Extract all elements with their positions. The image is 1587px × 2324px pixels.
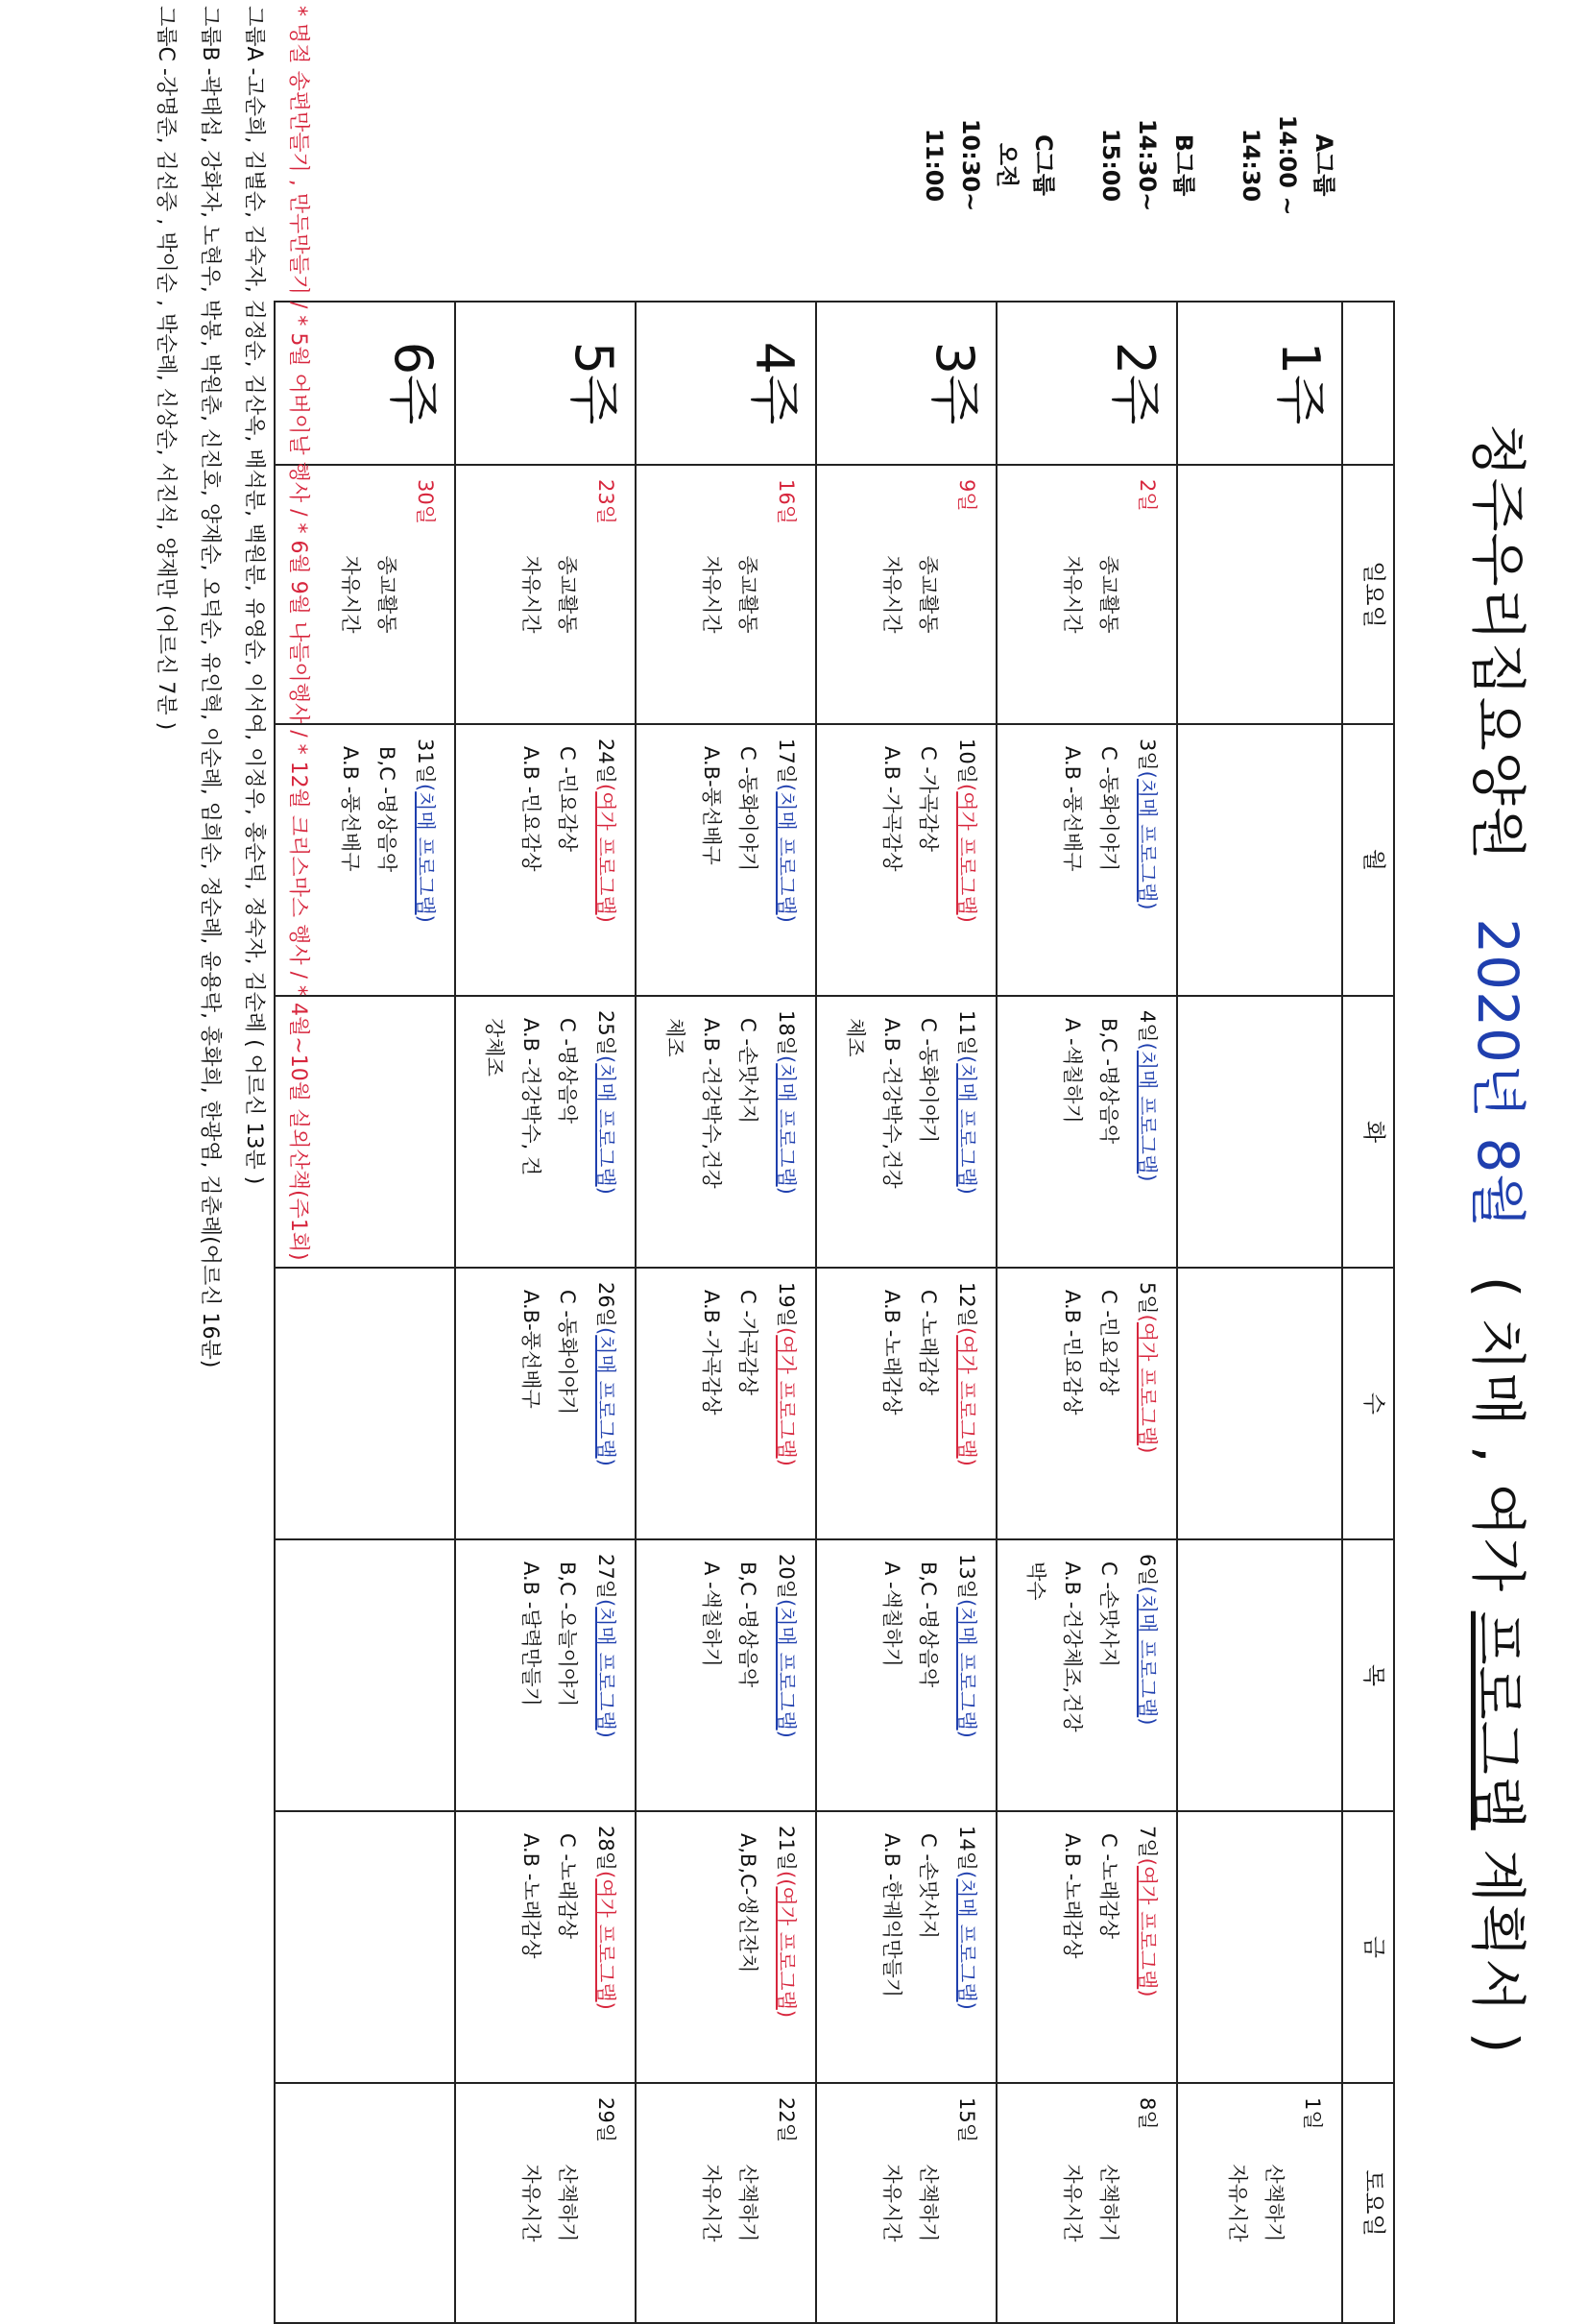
group-c-label: C그룹 xyxy=(1030,134,1057,196)
cell-activity: 종교활동 xyxy=(375,555,398,634)
cell-paren-close: ) xyxy=(594,914,617,923)
cell-activity: A.B -건강박수,건강 xyxy=(880,1018,903,1189)
cell-paren-open: ( xyxy=(594,1871,617,1879)
cell-program-type: 치매 프로그램 xyxy=(775,1607,798,1731)
cell-program-type: 치매 프로그램 xyxy=(414,791,437,915)
cell-paren-close: ) xyxy=(1136,1989,1159,1997)
cell-sat xyxy=(1177,2083,1342,2323)
cell-thu xyxy=(816,1539,997,1811)
cell-paren-close: ) xyxy=(594,1458,617,1466)
week-label: 5주 xyxy=(455,302,636,465)
cell-activity: A.B -민요감상 xyxy=(1061,1290,1084,1416)
cell-paren-open: ( xyxy=(955,1327,978,1336)
cell-activity: A.B -노래감상 xyxy=(880,1290,903,1416)
cell-date-line xyxy=(589,466,635,723)
cell-date-line xyxy=(950,1812,996,2082)
cell-date: 15일 xyxy=(955,2097,978,2143)
cell-activity: C -동화이야기 xyxy=(917,1018,940,1144)
cell-activity: 강체조 xyxy=(483,1018,506,1077)
cell-activity: 자유시간 xyxy=(700,555,723,634)
header-corner xyxy=(1342,302,1394,465)
cell-program-type: 치매 프로그램 xyxy=(955,1063,978,1187)
cell-date-line xyxy=(1130,1540,1176,1810)
cell-activity: 산책하기 xyxy=(736,2164,759,2242)
cell-wed xyxy=(636,1268,816,1539)
cell-date-line xyxy=(950,997,996,1267)
cell-paren-close: ) xyxy=(594,1730,617,1738)
notes-block xyxy=(143,6,320,2243)
cell-sat xyxy=(455,2083,636,2323)
group-a-time2: 14:30 xyxy=(1238,128,1264,203)
cell-program-type: 여가 프로그램 xyxy=(1136,1321,1159,1446)
cell-program-type: 치매 프로그램 xyxy=(775,791,798,915)
cell-date-line xyxy=(950,1269,996,1538)
cell-activity: 자유시간 xyxy=(880,2164,903,2242)
cell-paren-open: ( xyxy=(1136,1314,1159,1322)
cell-fri xyxy=(636,1811,816,2083)
cell-date: 11일 xyxy=(955,1010,978,1056)
header-fri: 금 xyxy=(1342,1811,1394,2083)
cell-date-line xyxy=(1130,1812,1176,2082)
cell-activity: 종교활동 xyxy=(556,555,579,634)
cell-date-line xyxy=(950,2084,996,2322)
cell-paren-open: ( xyxy=(955,784,978,792)
cell-sat xyxy=(997,2083,1177,2323)
cell-activity: A.B -노래감상 xyxy=(519,1833,542,1959)
cell-date: 4일 xyxy=(1136,1010,1159,1043)
cell-paren-close: ) xyxy=(594,1186,617,1195)
cell-activity: A.B -민요감상 xyxy=(519,746,542,872)
cell-date-line xyxy=(769,1540,815,1810)
cell-paren-open: ( xyxy=(775,1055,798,1064)
cell-sat xyxy=(816,2083,997,2323)
cell-date-line xyxy=(1130,725,1176,995)
cell-program-type: 여가 프로그램 xyxy=(594,791,617,915)
cell-program-type: 치매 프로그램 xyxy=(594,1607,617,1731)
cell-program-type: 치매 프로그램 xyxy=(775,1063,798,1187)
cell-paren-open: ( xyxy=(1136,1857,1159,1866)
cell-tue xyxy=(1177,996,1342,1268)
cell-paren-close: ) xyxy=(1136,1174,1159,1182)
cell-date-line xyxy=(589,725,635,995)
week-label: 3주 xyxy=(816,302,997,465)
cell-date-line xyxy=(1295,2084,1341,2322)
cell-paren-open: ( xyxy=(955,1871,978,1879)
cell-program-type: 치매 프로그램 xyxy=(1136,778,1159,903)
cell-date-line xyxy=(589,1540,635,1810)
cell-program-type: 여가 프로그램 xyxy=(775,1886,798,2010)
cell-paren-open: ( xyxy=(594,1327,617,1336)
cell-date: 22일 xyxy=(775,2097,798,2143)
cell-date: 17일 xyxy=(775,738,798,785)
title-name: 청주우리집요양원 xyxy=(1465,423,1530,861)
cell-date: 9일 xyxy=(955,479,978,512)
cell-activity: A.B -한궤익만들기 xyxy=(880,1833,903,1998)
header-wed: 수 xyxy=(1342,1268,1394,1539)
week-label: 4주 xyxy=(636,302,816,465)
cell-tue xyxy=(636,996,816,1268)
cell-mon xyxy=(636,724,816,996)
cell-paren-open: ( xyxy=(1136,770,1159,779)
cell-tue xyxy=(455,996,636,1268)
cell-paren-close: ) xyxy=(1136,1717,1159,1726)
cell-program-type: 여가 프로그램 xyxy=(955,791,978,915)
cell-activity: 자유시간 xyxy=(1061,555,1084,634)
group-b-label: B그룹 xyxy=(1170,133,1197,197)
cell-paren-open: ( xyxy=(1136,1042,1159,1051)
cell-date: 10일 xyxy=(955,738,978,785)
cell-date: 3일 xyxy=(1136,738,1159,771)
cell-activity: C -명상음악 xyxy=(556,1018,579,1125)
title-program-word: 프로그램 xyxy=(1465,1610,1530,1830)
cell-sun xyxy=(455,465,636,724)
cell-activity: A.B-풍선배구 xyxy=(700,746,723,865)
cell-activity: C -노래감상 xyxy=(556,1833,579,1940)
schedule-table xyxy=(274,301,1395,2324)
cell-activity: C -손맛사지 xyxy=(736,1018,759,1125)
cell-date-line xyxy=(589,1812,635,2082)
cell-date: 18일 xyxy=(775,1010,798,1056)
cell-program-type: 여가 프로그램 xyxy=(775,1335,798,1459)
group-a-label: A그룹 xyxy=(1310,133,1337,197)
cell-date-line xyxy=(589,1269,635,1538)
cell-paren-open: ( xyxy=(594,784,617,792)
page-title xyxy=(1445,288,1551,2190)
cell-paren-close: ) xyxy=(955,914,978,923)
header-thu: 목 xyxy=(1342,1539,1394,1811)
group-time-info xyxy=(916,60,1342,271)
cell-activity: 종교활동 xyxy=(1097,555,1120,634)
cell-activity: A.B -건강박수, 건 xyxy=(519,1018,542,1176)
cell-activity: B,C -명상음악 xyxy=(1097,1018,1120,1145)
cell-activity: A.B -풍선배구 xyxy=(339,746,362,872)
cell-paren-open: ( xyxy=(955,1599,978,1608)
cell-thu xyxy=(455,1539,636,1811)
header-tue: 화 xyxy=(1342,996,1394,1268)
cell-paren-close: ) xyxy=(775,1458,798,1466)
title-year-month: 2020년 8월 xyxy=(1465,918,1530,1229)
header-mon: 월 xyxy=(1342,724,1394,996)
cell-paren-close: ) xyxy=(1136,1445,1159,1454)
cell-date-line xyxy=(769,2084,815,2322)
cell-mon xyxy=(816,724,997,996)
cell-date: 6일 xyxy=(1136,1554,1159,1586)
cell-activity: A.B -가곡감상 xyxy=(880,746,903,872)
cell-date-line xyxy=(408,725,454,995)
cell-date-line xyxy=(950,725,996,995)
cell-activity: C -가곡감상 xyxy=(917,746,940,853)
cell-date-line xyxy=(769,1812,815,2082)
cell-activity: A.B -노래감상 xyxy=(1061,1833,1084,1959)
cell-wed xyxy=(816,1268,997,1539)
cell-date: 21일 xyxy=(775,1826,798,1872)
title-close: 계획서 ) xyxy=(1465,1849,1530,2055)
cell-activity: 산책하기 xyxy=(556,2164,579,2242)
week-row-3 xyxy=(816,302,997,2323)
group-c-time3: 11:00 xyxy=(921,128,948,203)
cell-fri xyxy=(997,1811,1177,2083)
cell-paren-open: ( xyxy=(775,1599,798,1608)
cell-sun xyxy=(816,465,997,724)
cell-paren-close: ) xyxy=(775,1186,798,1195)
cell-sun xyxy=(1177,465,1342,724)
notes-events: * 명절 송편만들기 , 만두만들기 / * 5월 어버이날 행사 / * 6월 9월 나들이행사 / * 12월 크리스마스 행사 / * 4월~10월 실외산책(주1회) xyxy=(286,6,310,1261)
cell-activity: C -동화이야기 xyxy=(736,746,759,872)
week-label: 1주 xyxy=(1177,302,1342,465)
cell-activity: A.B -달력만들기 xyxy=(519,1561,542,1707)
cell-program-type: 치매 프로그램 xyxy=(1136,1050,1159,1174)
cell-activity: A -색칠하기 xyxy=(1061,1018,1084,1124)
cell-activity: 자유시간 xyxy=(519,555,542,634)
cell-activity: 자유시간 xyxy=(1061,2164,1084,2242)
cell-date-line xyxy=(950,1540,996,1810)
cell-program-type: 치매 프로그램 xyxy=(955,1878,978,2002)
week-label: 2주 xyxy=(997,302,1177,465)
cell-date: 30일 xyxy=(414,479,437,525)
cell-date-line xyxy=(408,466,454,723)
cell-paren-open: ( xyxy=(775,1327,798,1336)
cell-paren-open: ( xyxy=(594,1599,617,1608)
cell-activity: 체조 xyxy=(663,1018,686,1057)
group-b-time2: 15:00 xyxy=(1097,128,1124,203)
week-row-1 xyxy=(1177,302,1342,2323)
week-row-5 xyxy=(455,302,636,2323)
cell-fri xyxy=(816,1811,997,2083)
cell-date: 7일 xyxy=(1136,1826,1159,1858)
cell-date-line xyxy=(589,997,635,1267)
cell-date-line xyxy=(769,466,815,723)
cell-date: 25일 xyxy=(594,1010,617,1056)
cell-program-type: 여가 프로그램 xyxy=(955,1335,978,1459)
cell-program-type: 치매 프로그램 xyxy=(955,1607,978,1731)
group-b-time1: 14:30~ xyxy=(1134,118,1161,212)
cell-date-line xyxy=(769,997,815,1267)
cell-paren-open: ( xyxy=(1136,1586,1159,1594)
cell-program-type: 치매 프로그램 xyxy=(1136,1593,1159,1718)
cell-paren-close: ) xyxy=(955,1458,978,1466)
cell-date-line xyxy=(769,1269,815,1538)
cell-wed xyxy=(997,1268,1177,1539)
title-open: ( 치매 , 여가 xyxy=(1465,1275,1530,1593)
cell-date: 16일 xyxy=(775,479,798,525)
cell-sat xyxy=(636,2083,816,2323)
cell-date-line xyxy=(950,466,996,723)
cell-sun xyxy=(997,465,1177,724)
cell-tue xyxy=(816,996,997,1268)
cell-activity: 산책하기 xyxy=(1262,2164,1286,2242)
cell-activity: B,C -명상음악 xyxy=(917,1561,940,1688)
cell-activity: C -손맛사지 xyxy=(1097,1561,1120,1668)
cell-activity: 산책하기 xyxy=(917,2164,940,2242)
cell-activity: A.B-풍선배구 xyxy=(519,1290,542,1409)
cell-thu xyxy=(997,1539,1177,1811)
cell-date-line xyxy=(589,2084,635,2322)
cell-mon xyxy=(455,724,636,996)
cell-program-type: 여가 프로그램 xyxy=(594,1878,617,2002)
cell-paren-close: ) xyxy=(955,2001,978,2010)
cell-mon xyxy=(1177,724,1342,996)
cell-date: 28일 xyxy=(594,1826,617,1872)
cell-date: 2일 xyxy=(1136,479,1159,512)
cell-sun xyxy=(636,465,816,724)
cell-activity: C -민요감상 xyxy=(556,746,579,853)
cell-activity: C -동화이야기 xyxy=(556,1290,579,1416)
cell-activity: A.B -풍선배구 xyxy=(1061,746,1084,872)
cell-paren-open: ( xyxy=(775,784,798,792)
cell-paren-close: ) xyxy=(775,2009,798,2019)
cell-activity: B,C -오늘이야기 xyxy=(556,1561,579,1707)
group-a-time1: 14:00 ~ xyxy=(1274,114,1301,216)
cell-activity: B,C -명상음악 xyxy=(736,1561,759,1688)
cell-fri xyxy=(1177,1811,1342,2083)
cell-activity: B,C -명상음악 xyxy=(375,746,398,873)
cell-wed xyxy=(1177,1268,1342,1539)
week-row-4 xyxy=(636,302,816,2323)
cell-date: 14일 xyxy=(955,1826,978,1872)
cell-activity: A,B,C-생신잔치 xyxy=(736,1833,759,1973)
week-label: 6주 xyxy=(275,302,455,465)
cell-date-line xyxy=(1130,997,1176,1267)
cell-wed xyxy=(455,1268,636,1539)
cell-activity: A.B -가곡감상 xyxy=(700,1290,723,1416)
cell-thu xyxy=(1177,1539,1342,1811)
cell-date: 19일 xyxy=(775,1282,798,1328)
cell-paren-close: ) xyxy=(594,2001,617,2010)
cell-date: 31일 xyxy=(414,738,437,785)
cell-activity: A.B -건강박수,건강 xyxy=(700,1018,723,1189)
cell-mon xyxy=(997,724,1177,996)
cell-date: 29일 xyxy=(594,2097,617,2143)
cell-paren-open: ( xyxy=(414,784,437,792)
cell-date: 27일 xyxy=(594,1554,617,1600)
cell-thu xyxy=(636,1539,816,1811)
cell-date: 13일 xyxy=(955,1554,978,1600)
cell-activity: C -노래감상 xyxy=(917,1290,940,1396)
cell-activity: A -색칠하기 xyxy=(700,1561,723,1667)
cell-date: 23일 xyxy=(594,479,617,525)
cell-activity: 박수 xyxy=(1024,1561,1047,1601)
cell-activity: 체조 xyxy=(844,1018,867,1057)
cell-tue xyxy=(997,996,1177,1268)
cell-activity: 종교활동 xyxy=(736,555,759,634)
cell-activity: C -가곡감상 xyxy=(736,1290,759,1396)
cell-activity: 자유시간 xyxy=(519,2164,542,2242)
header-sat: 토요일 xyxy=(1342,2083,1394,2323)
cell-date: 8일 xyxy=(1136,2097,1159,2130)
cell-date: 24일 xyxy=(594,738,617,785)
cell-paren-open: (( xyxy=(775,1871,798,1887)
notes-group-b: 그룹B -곽태섭, 강화자, 노현우, 박봉, 박원춘, 신진호, 양재순, 오덕순, 유인혁, 이순례, 임희순, 정순례, 윤용락, 홍화희, 한광염, 김춘례(어르신 16분) xyxy=(198,6,222,1368)
cell-date: 1일 xyxy=(1301,2097,1324,2130)
cell-fri xyxy=(455,1811,636,2083)
cell-date: 5일 xyxy=(1136,1282,1159,1315)
cell-activity: C -동화이야기 xyxy=(1097,746,1120,872)
cell-date-line xyxy=(769,725,815,995)
cell-paren-close: ) xyxy=(955,1730,978,1738)
cell-paren-close: ) xyxy=(414,914,437,923)
cell-activity: 자유시간 xyxy=(1226,2164,1249,2242)
header-sun: 일요일 xyxy=(1342,465,1394,724)
cell-activity: 자유시간 xyxy=(880,555,903,634)
cell-date: 20일 xyxy=(775,1554,798,1600)
cell-program-type: 치매 프로그램 xyxy=(594,1335,617,1459)
cell-activity: C -손맛사지 xyxy=(917,1833,940,1940)
cell-activity: A.B -건강체조,건강 xyxy=(1061,1561,1084,1732)
group-c-time1: 오전 xyxy=(994,142,1021,188)
cell-date: 26일 xyxy=(594,1282,617,1328)
cell-paren-open: ( xyxy=(594,1055,617,1064)
cell-date-line xyxy=(1130,2084,1176,2322)
cell-activity: C -노래감상 xyxy=(1097,1833,1120,1940)
header-row xyxy=(1342,302,1394,2323)
cell-paren-close: ) xyxy=(1136,902,1159,910)
cell-paren-close: ) xyxy=(775,1730,798,1738)
cell-activity: 종교활동 xyxy=(917,555,940,634)
cell-activity: C -민요감상 xyxy=(1097,1290,1120,1396)
cell-activity: 자유시간 xyxy=(339,555,362,634)
cell-paren-close: ) xyxy=(955,1186,978,1195)
cell-activity: 자유시간 xyxy=(700,2164,723,2242)
cell-activity: 산책하기 xyxy=(1097,2164,1120,2242)
cell-program-type: 치매 프로그램 xyxy=(594,1063,617,1187)
cell-paren-close: ) xyxy=(775,914,798,923)
cell-activity: A -색칠하기 xyxy=(880,1561,903,1667)
week-row-2 xyxy=(997,302,1177,2323)
cell-program-type: 여가 프로그램 xyxy=(1136,1865,1159,1990)
cell-date: 12일 xyxy=(955,1282,978,1328)
notes-group-a: 그룹A -고순희, 김별순, 김숙자, 김정순, 김산옥, 배석분, 백원분, 유영순, 이서여, 이정우, 홍순덕, 정숙자, 김순례 ( 어르신 13분 ) xyxy=(242,6,266,1185)
cell-paren-open: ( xyxy=(955,1055,978,1064)
notes-group-c: 그룹C -강명준, 김선중 , 박이순 , 박순례, 신상순, 서진석, 양재만 (어르신 7분 ) xyxy=(154,6,178,731)
cell-date-line xyxy=(1130,1269,1176,1538)
group-c-time2: 10:30~ xyxy=(957,118,984,212)
cell-date-line xyxy=(1130,466,1176,723)
